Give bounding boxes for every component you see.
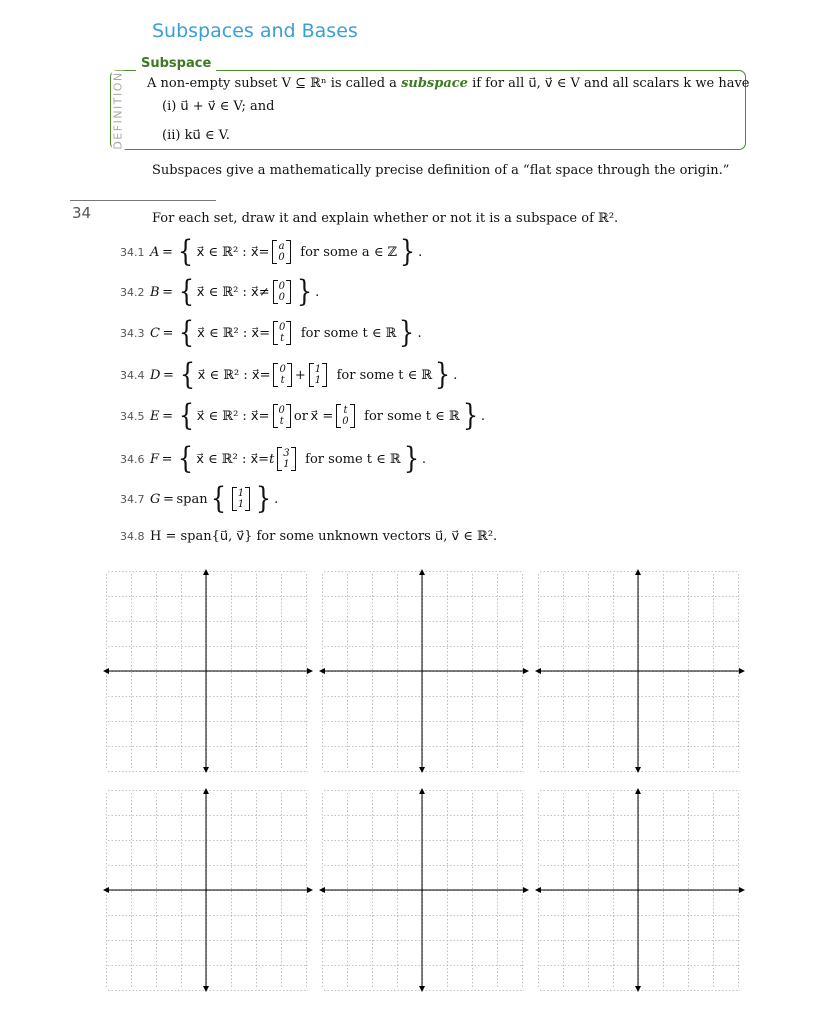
matrix-1-entry-1: 3	[283, 448, 290, 459]
set-name: G	[150, 491, 161, 507]
problem-item-7	[120, 481, 278, 517]
problem-item-6	[120, 441, 426, 477]
set-name: A	[150, 244, 160, 260]
matrix-1-entry-2: 0	[278, 292, 285, 303]
matrix-2-entry-1: 1	[314, 364, 322, 375]
plus-sign: +	[294, 367, 306, 383]
matrix-2	[336, 404, 354, 428]
matrix-1-entry-1: a	[278, 241, 285, 252]
x-axis-arrow-right	[739, 668, 745, 674]
equals-sign: =	[259, 325, 270, 341]
definition-tail: if for all u⃗, v⃗ ∈ V and all scalars k we have	[467, 76, 750, 91]
matrix-1	[273, 321, 291, 345]
equals-sign: =	[258, 408, 270, 424]
equals-sign: =	[258, 244, 270, 260]
equals-sign: =	[159, 244, 176, 260]
item-expression	[150, 234, 423, 269]
y-axis-arrow-down	[419, 767, 425, 773]
problem-item-3	[120, 315, 422, 351]
item-expression	[150, 315, 422, 350]
graph-grid-3[interactable]	[534, 568, 746, 774]
item-number: 34.7	[120, 492, 145, 506]
open-brace: {	[178, 234, 194, 269]
open-brace: {	[179, 357, 195, 392]
y-axis-arrow-up	[203, 788, 209, 794]
problem-item-4	[120, 357, 457, 393]
open-brace: {	[178, 274, 194, 309]
not-equal-sign: ≠	[258, 284, 270, 300]
y-axis-arrow-down	[203, 986, 209, 992]
y-axis-arrow-down	[419, 986, 425, 992]
matrix-1-entry-1: 0	[278, 281, 285, 292]
matrix	[232, 487, 250, 511]
matrix-1	[273, 404, 291, 428]
y-axis-arrow-up	[635, 788, 641, 794]
matrix-entry-2: 1	[237, 499, 245, 510]
item-number: 34.8	[120, 529, 145, 543]
open-brace: {	[178, 441, 194, 476]
x-axis-arrow-left	[103, 668, 109, 674]
matrix-1-entry-2: t	[279, 416, 284, 427]
matrix-1-entry-2: 1	[283, 459, 290, 470]
matrix-entry-1: 1	[237, 488, 245, 499]
period: .	[453, 367, 458, 383]
matrix-1-entry-1: 0	[278, 322, 286, 333]
equals-sign: =	[259, 367, 271, 383]
set-membership: x⃗ ∈ ℝ² : x⃗	[196, 284, 259, 300]
open-brace: {	[178, 315, 195, 350]
matrix-2-entry-2: 0	[342, 416, 349, 427]
close-brace: }	[399, 234, 416, 269]
definition-title: Subspace	[136, 56, 216, 71]
period: .	[418, 244, 423, 260]
item-expression	[150, 441, 426, 476]
y-axis-arrow-up	[203, 569, 209, 575]
close-brace: }	[296, 274, 313, 309]
x-axis-arrow-right	[307, 668, 313, 674]
graph-grid-5[interactable]	[318, 787, 530, 993]
matrix-2	[309, 363, 327, 387]
close-brace: }	[435, 357, 451, 392]
y-axis-arrow-up	[419, 569, 425, 575]
graph-grid-2[interactable]	[318, 568, 530, 774]
item-expression	[150, 481, 279, 516]
x-axis-arrow-left	[319, 668, 325, 674]
definition-lead: A non-empty subset V ⊆ ℝⁿ is called a	[147, 76, 402, 91]
or-word: or	[293, 408, 308, 424]
graph-grid-4[interactable]	[102, 787, 314, 993]
problem-item-8	[120, 518, 497, 554]
set-name: F	[150, 451, 160, 467]
definition-side-text: DEFINITION	[111, 70, 125, 150]
set-name: E	[150, 408, 160, 424]
x-axis-arrow-right	[523, 887, 529, 893]
scalar-t: t	[269, 451, 275, 467]
graph-grid-1[interactable]	[102, 568, 314, 774]
matrix-1-entry-1: 0	[279, 364, 286, 375]
x-axis-arrow-left	[535, 668, 541, 674]
equals-sign: =	[159, 408, 176, 424]
x-axis-arrow-left	[103, 887, 109, 893]
definition-condition-i: (i) u⃗ + v⃗ ∈ V; and	[162, 99, 275, 114]
equals-sign: =	[160, 491, 177, 507]
matrix-1-entry-2: 0	[278, 252, 285, 263]
definition-term: subspace	[401, 76, 468, 91]
period: .	[417, 325, 422, 341]
set-name: B	[150, 284, 160, 300]
item-number: 34.3	[120, 326, 145, 340]
problem-number: 34	[72, 204, 92, 222]
equals-sign: =	[159, 451, 176, 467]
divider	[70, 200, 216, 201]
matrix-2-entry-1: t	[343, 405, 348, 416]
matrix-1	[272, 240, 290, 264]
x-axis-arrow-right	[739, 887, 745, 893]
matrix-1	[277, 447, 295, 471]
condition: for some t ∈ ℝ	[357, 408, 460, 424]
period: .	[274, 491, 279, 507]
close-brace: }	[255, 481, 272, 516]
equals-sign: =	[160, 367, 177, 383]
matrix-1	[273, 280, 291, 304]
set-membership: x⃗ ∈ ℝ² : x⃗	[196, 451, 259, 467]
item-text: H = span{u⃗, v⃗} for some unknown vectors u⃗, v⃗ ∈ ℝ².	[150, 528, 498, 544]
problem-item-2	[120, 274, 319, 310]
matrix-1	[273, 363, 291, 387]
condition: for some a ∈ ℤ	[293, 244, 398, 260]
open-brace: {	[178, 398, 194, 433]
definition-statement	[147, 76, 750, 91]
close-brace: }	[399, 315, 415, 350]
matrix-1-entry-2: t	[280, 333, 285, 344]
item-expression	[150, 357, 458, 392]
y-axis-arrow-down	[203, 767, 209, 773]
section-title: Subspaces and Bases	[152, 20, 358, 42]
set-membership: x⃗ ∈ ℝ² : x⃗	[197, 325, 260, 341]
x-axis-arrow-right	[523, 668, 529, 674]
y-axis-arrow-down	[635, 767, 641, 773]
condition: for some t ∈ ℝ	[298, 451, 401, 467]
x-axis-arrow-left	[535, 887, 541, 893]
second-vector: x⃗ =	[307, 408, 334, 424]
y-axis-arrow-up	[635, 569, 641, 575]
item-expression	[150, 398, 485, 433]
x-axis-arrow-right	[307, 887, 313, 893]
set-name: C	[150, 325, 160, 341]
item-expression	[150, 274, 320, 309]
graph-grid-6[interactable]	[534, 787, 746, 993]
close-brace: }	[403, 441, 419, 476]
y-axis-arrow-up	[419, 788, 425, 794]
span-word: span	[176, 491, 208, 507]
item-number: 34.4	[120, 368, 145, 382]
condition: for some t ∈ ℝ	[330, 367, 433, 383]
open-brace: {	[210, 481, 226, 516]
definition-condition-ii: (ii) ku⃗ ∈ V.	[162, 128, 230, 143]
set-membership: x⃗ ∈ ℝ² : x⃗	[197, 367, 260, 383]
equals-t: =	[258, 451, 270, 467]
item-number: 34.5	[120, 409, 145, 423]
y-axis-arrow-down	[635, 986, 641, 992]
period: .	[315, 284, 320, 300]
equals-sign: =	[159, 284, 176, 300]
problem-item-1	[120, 234, 422, 270]
condition: for some t ∈ ℝ	[294, 325, 397, 341]
matrix-2-entry-2: 1	[314, 375, 322, 386]
close-brace: }	[462, 398, 478, 433]
set-membership: x⃗ ∈ ℝ² : x⃗	[196, 244, 259, 260]
remark-text: Subspaces give a mathematically precise definition of a “flat space through the origin.”	[152, 163, 730, 178]
matrix-1-entry-1: 0	[278, 405, 285, 416]
equals-sign: =	[159, 325, 177, 341]
definition-side-label	[106, 70, 130, 150]
x-axis-arrow-left	[319, 887, 325, 893]
item-number: 34.1	[120, 245, 145, 259]
set-membership: x⃗ ∈ ℝ² : x⃗	[196, 408, 259, 424]
item-number: 34.2	[120, 285, 145, 299]
period: .	[480, 408, 485, 424]
period: .	[421, 451, 426, 467]
item-number: 34.6	[120, 452, 145, 466]
set-name: D	[150, 367, 161, 383]
problem-item-5	[120, 398, 485, 434]
problem-prompt: For each set, draw it and explain whether or not it is a subspace of ℝ².	[152, 211, 619, 226]
matrix-1-entry-2: t	[280, 375, 285, 386]
